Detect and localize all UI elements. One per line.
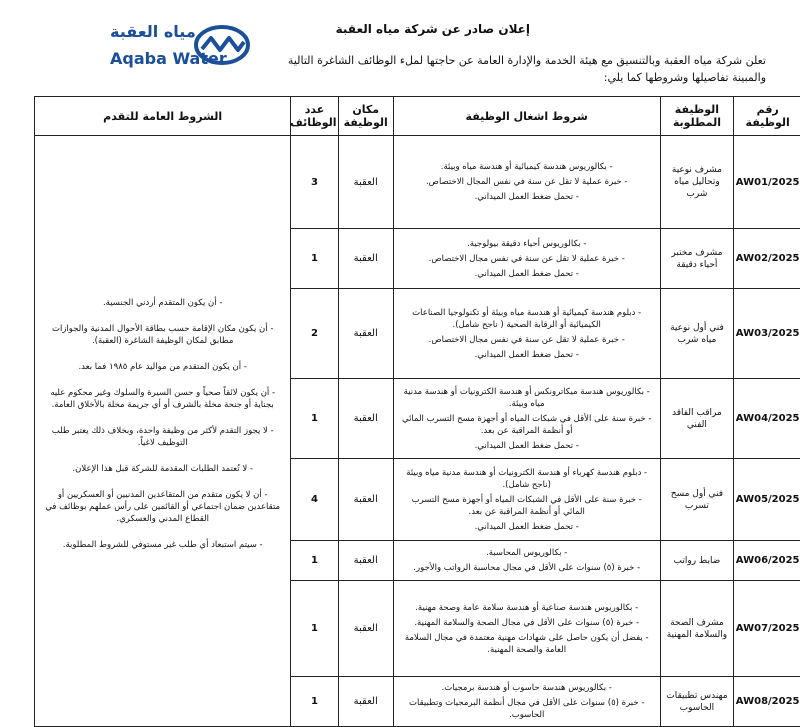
job-place: العقبة [338,229,393,289]
requirement-item: - بكالوريوس هندسة حاسوب أو هندسة برمجيات. [400,682,654,694]
job-title: فني أول نوعية مياه شرب [660,289,734,379]
company-logo [110,22,260,78]
vacancies-table [34,96,800,727]
requirement-item: - خبرة (٥) سنوات على الأقل في مجال الصحة والسلامة المهنية. [400,617,654,629]
general-condition-item: - أن لا يكون متقدم من المتقاعدين المدنيين أو العسكريين أو متقاعدين ضمان اجتماعي أو القائمين على رأس عملهم بوظائف في القطاع المدني والعسكري. [43,489,282,525]
requirement-item: - خبرة عملية لا تقل عن سنة في نفس المجال الاختصاص. [400,176,654,188]
job-place: العقبة [338,379,393,459]
job-count: 4 [291,459,338,541]
job-place: العقبة [338,136,393,229]
column-header-requirements: شروط اشغال الوظيفة [393,97,660,136]
job-code: AW06/2025 [734,541,800,581]
job-title: ضابط رواتب [660,541,734,581]
requirement-item: - تحمل ضغط العمل الميداني. [400,349,654,361]
job-place: العقبة [338,677,393,727]
job-title: مشرف الصحة والسلامة المهنية [660,581,734,677]
job-title: مشرف نوعية وتحاليل مياه شرب [660,136,734,229]
job-requirements [393,541,660,581]
requirement-item: - بكالوريوس هندسة صناعية أو هندسة سلامة عامة وصحة مهنية. [400,602,654,614]
general-condition-item: - سيتم استبعاد أي طلب غير مستوفي للشروط المطلوبة. [43,539,282,551]
job-code: AW08/2025 [734,677,800,727]
job-count: 3 [291,136,338,229]
job-title: مشرف مختبر أحياء دقيقة [660,229,734,289]
table-row [35,136,800,229]
general-condition-item: - أن يكون مكان الإقامة حسب بطاقة الأحوال المدنية والجوازات مطابق لمكان الوظيفة الشاغرة (العقبة). [43,323,282,347]
column-header-code: رقم الوظيفة [734,97,800,136]
job-code: AW04/2025 [734,379,800,459]
requirement-item: - دبلوم هندسة كيميائية أو هندسة مياه وبيئة أو تكنولوجيا الصناعات الكيميائية أو الرقابة الصحية ( ناجح شامل). [400,307,654,331]
job-code: AW01/2025 [734,136,800,229]
job-place: العقبة [338,289,393,379]
job-place: العقبة [338,581,393,677]
column-header-place: مكان الوظيفة [338,97,393,136]
requirement-item: - بكالوريوس هندسة ميكاترونكس أو هندسة الكترونيات أو هندسة مدنية مياه وبيئة. [400,386,654,410]
general-conditions [35,136,291,727]
job-title: فني أول مسح تسرب [660,459,734,541]
table-header-row [35,97,800,136]
requirement-item: - تحمل ضغط العمل الميداني. [400,521,654,533]
logo-english-text: Aqaba Water [110,49,227,68]
job-requirements [393,136,660,229]
general-condition-item: - أن يكون لائقاً صحياً و حسن السيرة والسلوك وغير محكوم عليه بجناية أو جنحة مخلة بالشرف أو أي جريمة مخلة بالأخلاق العامة. [43,387,282,411]
general-condition-item: - أن يكون المتقدم من مواليد عام ١٩٨٥ فما بعد. [43,361,282,373]
job-count: 1 [291,379,338,459]
general-condition-item: - لا تُعتمد الطلبات المقدمة للشركة قبل هذا الإعلان. [43,463,282,475]
requirement-item: - خبرة سنة على الأقل في الشبكات المياه أو أجهزة مسح التسرب المائي أو أنظمة المراقبة عن بعد. [400,494,654,518]
announcement-title: إعلان صادر عن شركة مياه العقبة [336,22,530,36]
job-code: AW05/2025 [734,459,800,541]
requirement-item: - خبرة عملية لا تقل عن سنة في نفس مجال الاختصاص. [400,334,654,346]
job-requirements [393,379,660,459]
job-count: 1 [291,229,338,289]
job-code: AW07/2025 [734,581,800,677]
column-header-general: الشروط العامة للتقدم [35,97,291,136]
job-place: العقبة [338,541,393,581]
requirement-item: - بكالوريوس هندسة كيميائية أو هندسة مياه وبيئة. [400,161,654,173]
document-header [0,0,800,96]
logo-arabic-text: مياه العقبة [110,22,196,41]
general-condition-item: - أن يكون المتقدم أردني الجنسية. [43,297,282,309]
job-requirements [393,459,660,541]
job-requirements [393,229,660,289]
general-condition-item: - لا يجوز التقدم لأكثر من وظيفة واحدة، وبخلاف ذلك يعتبر طلب التوظيف لاغياً. [43,425,282,449]
intro-paragraph: تعلن شركة مياه العقبة وبالتنسيق مع هيئة الخدمة والإدارة العامة عن حاجتها لملء الوظائف الشاغرة التالية والمبينة تفاصيلها وشروطها كما يلي: [266,52,766,86]
logo-wave-icon [194,25,250,65]
column-header-count: عدد الوظائف [291,97,338,136]
column-header-title: الوظيفة المطلوبة [660,97,734,136]
job-requirements [393,677,660,727]
job-count: 1 [291,581,338,677]
requirement-item: - بكالوريوس المحاسبة. [400,547,654,559]
job-code: AW03/2025 [734,289,800,379]
job-count: 1 [291,677,338,727]
requirement-item: - يفضل أن يكون حاصل على شهادات مهنية معتمدة في مجال السلامة العامة والصحة المهنية. [400,632,654,656]
requirement-item: - خبرة (٥) سنوات على الأقل في مجال محاسبة الرواتب والأجور. [400,562,654,574]
job-count: 2 [291,289,338,379]
job-title: مهندس تطبيقات الحاسوب [660,677,734,727]
job-count: 1 [291,541,338,581]
requirement-item: - تحمل ضغط العمل الميداني. [400,268,654,280]
requirement-item: - خبرة سنة على الأقل في شبكات المياه أو أجهزة مسح التسرب المائي أو أنظمة المراقبة عن بعد. [400,413,654,437]
requirement-item: - تحمل ضغط العمل الميداني. [400,440,654,452]
job-requirements [393,289,660,379]
requirement-item: - خبرة عملية لا تقل عن سنة في نفس مجال الاختصاص. [400,253,654,265]
job-code: AW02/2025 [734,229,800,289]
job-title: مراقب الفاقد الفني [660,379,734,459]
job-requirements [393,581,660,677]
requirement-item: - تحمل ضغط العمل الميداني. [400,191,654,203]
requirement-item: - بكالوريوس أحياء دقيقة بيولوجية. [400,238,654,250]
requirement-item: - خبرة (٥) سنوات على الأقل في مجال أنظمة البرمجيات وتطبيقات الحاسوب. [400,697,654,721]
job-place: العقبة [338,459,393,541]
requirement-item: - دبلوم هندسة كهرباء أو هندسة الكترونيات أو هندسة مدنية مياه وبيئة (ناجح شامل). [400,467,654,491]
